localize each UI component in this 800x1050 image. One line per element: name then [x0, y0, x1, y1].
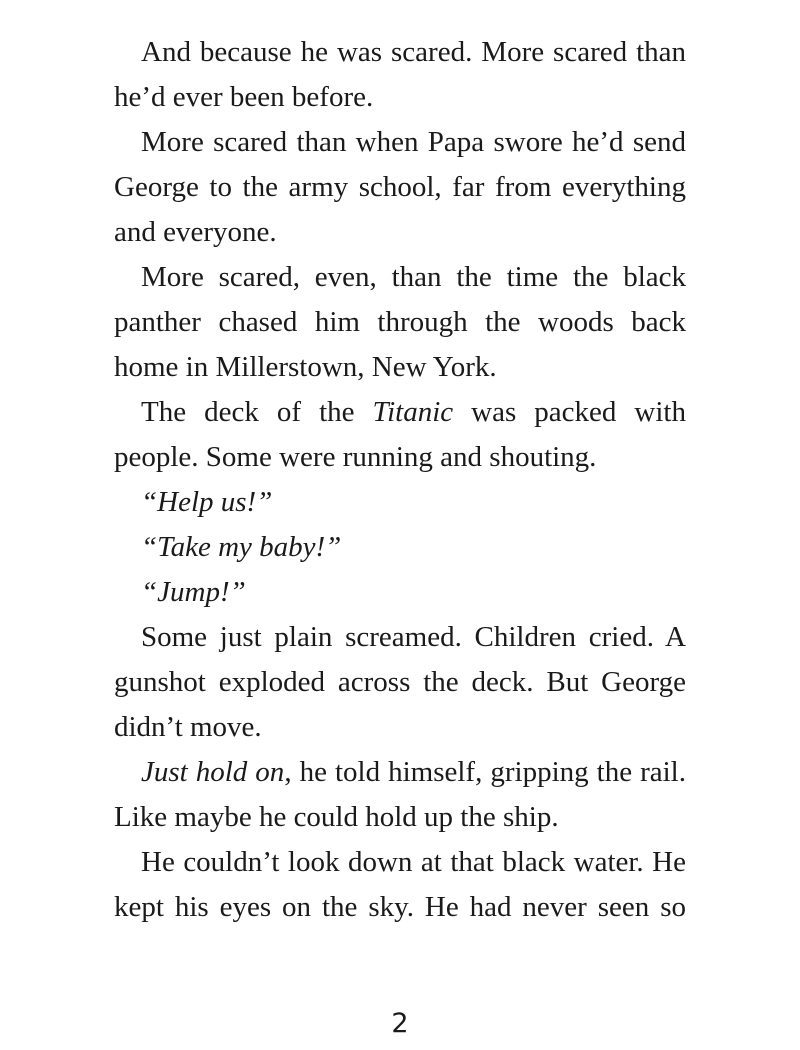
- paragraph-8: Some just plain screamed. Children cried. A gunshot exploded across the deck. But George didn’t move.: [114, 621, 686, 743]
- paragraph-2: More scared than when Papa swore he’d send George to the army school, far from everything and everyone.: [114, 126, 686, 248]
- dialogue-jump: “Jump!”: [141, 576, 246, 608]
- book-page-text: [114, 30, 686, 930]
- paragraph-10: He couldn’t look down at that black water. He kept his eyes on the sky. He had never seen so: [114, 846, 686, 923]
- paragraph-9: [114, 750, 686, 840]
- paragraph-3: More scared, even, than the time the black panther chased him through the woods back home in Millerstown, New York.: [114, 261, 686, 383]
- paragraph-4: [114, 390, 686, 480]
- page-number: 2: [391, 1008, 409, 1039]
- paragraph-4-end: was packed with people. Some were running and shouting.: [114, 396, 686, 473]
- ship-name-italic: Titanic: [372, 396, 454, 428]
- dialogue-take-my-baby: “Take my baby!”: [141, 531, 342, 563]
- paragraph-4-start: The deck of the: [141, 396, 373, 428]
- dialogue-help-us: “Help us!”: [141, 486, 273, 518]
- paragraph-1: And because he was scared. More scared than he’d ever been before.: [114, 36, 686, 113]
- thought-italic: Just hold on: [141, 756, 285, 788]
- paragraph-9-end: , he told himself, gripping the rail. Like maybe he could hold up the ship.: [114, 756, 686, 833]
